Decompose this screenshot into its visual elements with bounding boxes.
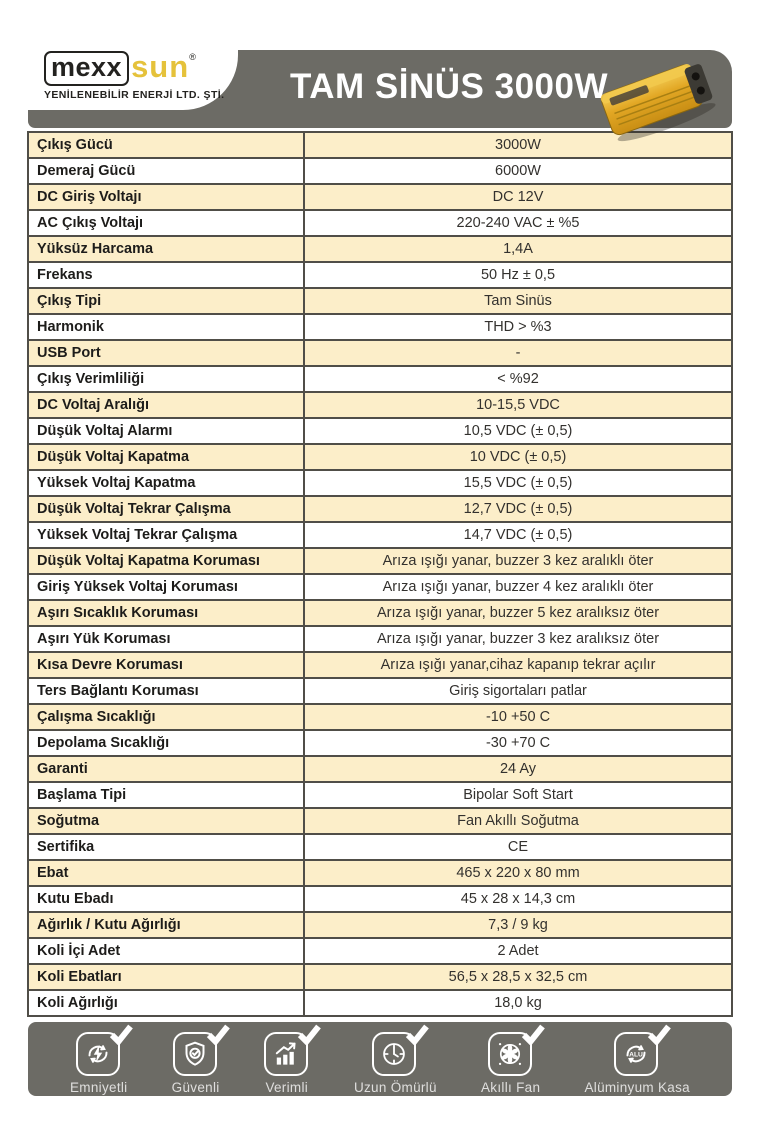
spec-value: 465 x 220 x 80 mm xyxy=(304,860,732,886)
table-row xyxy=(28,210,732,236)
spec-label: AC Çıkış Voltajı xyxy=(28,210,304,236)
spec-value: 12,7 VDC (± 0,5) xyxy=(304,496,732,522)
spec-label: Depolama Sıcaklığı xyxy=(28,730,304,756)
spec-value: 15,5 VDC (± 0,5) xyxy=(304,470,732,496)
spec-value: 1,4A xyxy=(304,236,732,262)
brand-name-mexx: mexx xyxy=(44,51,129,86)
spec-value: Arıza ışığı yanar, buzzer 4 kez aralıklı öter xyxy=(304,574,732,600)
spec-label: Düşük Voltaj Alarmı xyxy=(28,418,304,444)
feature-label: Verimli xyxy=(265,1080,309,1095)
table-row xyxy=(28,340,732,366)
table-row xyxy=(28,678,732,704)
spec-label: Demeraj Gücü xyxy=(28,158,304,184)
table-row xyxy=(28,730,732,756)
check-icon xyxy=(206,1023,230,1045)
spec-label: Başlama Tipi xyxy=(28,782,304,808)
spec-value: < %92 xyxy=(304,366,732,392)
feature-item-uzun-omurlu xyxy=(354,1032,437,1095)
table-row xyxy=(28,834,732,860)
spec-label: Koli İçi Adet xyxy=(28,938,304,964)
table-row xyxy=(28,444,732,470)
spec-label: Düşük Voltaj Kapatma xyxy=(28,444,304,470)
registered-trademark-mark: ® xyxy=(189,52,196,62)
table-row xyxy=(28,704,732,730)
table-row xyxy=(28,964,732,990)
check-icon xyxy=(109,1023,133,1045)
spec-value: - xyxy=(304,340,732,366)
spec-label: Çalışma Sıcaklığı xyxy=(28,704,304,730)
spec-value: Arıza ışığı yanar, buzzer 3 kez aralıksız öter xyxy=(304,626,732,652)
spec-value: 14,7 VDC (± 0,5) xyxy=(304,522,732,548)
feature-item-guvenli xyxy=(172,1032,220,1095)
spec-value: Tam Sinüs xyxy=(304,288,732,314)
brand-tagline: YENİLENEBİLİR ENERJİ LTD. ŞTİ. xyxy=(44,89,225,101)
spec-label: Harmonik xyxy=(28,314,304,340)
spec-label: Çıkış Verimliliği xyxy=(28,366,304,392)
svg-text:ALU: ALU xyxy=(629,1051,644,1059)
spec-label: Kutu Ebadı xyxy=(28,886,304,912)
spec-value: 6000W xyxy=(304,158,732,184)
spec-value: Fan Akıllı Soğutma xyxy=(304,808,732,834)
spec-label: Çıkış Tipi xyxy=(28,288,304,314)
table-row xyxy=(28,782,732,808)
check-icon xyxy=(297,1023,321,1045)
spec-label: Çıkış Gücü xyxy=(28,132,304,158)
spec-value: Bipolar Soft Start xyxy=(304,782,732,808)
spec-label: Ağırlık / Kutu Ağırlığı xyxy=(28,912,304,938)
check-icon xyxy=(405,1023,429,1045)
spec-label: Koli Ebatları xyxy=(28,964,304,990)
spec-label: Soğutma xyxy=(28,808,304,834)
spec-value: DC 12V xyxy=(304,184,732,210)
table-row xyxy=(28,808,732,834)
check-icon xyxy=(647,1023,671,1045)
spec-value: 10-15,5 VDC xyxy=(304,392,732,418)
spec-value: 24 Ay xyxy=(304,756,732,782)
table-row xyxy=(28,886,732,912)
table-row xyxy=(28,652,732,678)
spec-value: 220-240 VAC ± %5 xyxy=(304,210,732,236)
spec-label: Ebat xyxy=(28,860,304,886)
table-row xyxy=(28,938,732,964)
spec-table-body xyxy=(28,132,732,1016)
spec-value: -30 +70 C xyxy=(304,730,732,756)
spec-value: 10 VDC (± 0,5) xyxy=(304,444,732,470)
table-row xyxy=(28,288,732,314)
spec-value: 7,3 / 9 kg xyxy=(304,912,732,938)
table-row xyxy=(28,236,732,262)
spec-value: -10 +50 C xyxy=(304,704,732,730)
spec-label: Kısa Devre Koruması xyxy=(28,652,304,678)
table-row xyxy=(28,860,732,886)
feature-label: Uzun Ömürlü xyxy=(353,1080,437,1095)
spec-label: Yüksek Voltaj Tekrar Çalışma xyxy=(28,522,304,548)
spec-label: Frekans xyxy=(28,262,304,288)
table-row xyxy=(28,392,732,418)
inverter-product-image xyxy=(586,38,726,142)
table-row xyxy=(28,418,732,444)
spec-value: 3000W xyxy=(304,132,732,158)
feature-item-verimli xyxy=(264,1032,310,1095)
spec-value: 56,5 x 28,5 x 32,5 cm xyxy=(304,964,732,990)
table-row xyxy=(28,522,732,548)
brand-logo xyxy=(44,51,238,86)
spec-label: DC Voltaj Aralığı xyxy=(28,392,304,418)
spec-value: 10,5 VDC (± 0,5) xyxy=(304,418,732,444)
spec-label: Koli Ağırlığı xyxy=(28,990,304,1016)
table-row xyxy=(28,548,732,574)
feature-item-akilli-fan xyxy=(481,1032,540,1095)
table-row xyxy=(28,314,732,340)
spec-label: Yüksek Voltaj Kapatma xyxy=(28,470,304,496)
spec-label: Düşük Voltaj Tekrar Çalışma xyxy=(28,496,304,522)
spec-label: USB Port xyxy=(28,340,304,366)
spec-label: Ters Bağlantı Koruması xyxy=(28,678,304,704)
spec-label: Yüksüz Harcama xyxy=(28,236,304,262)
spec-value: THD > %3 xyxy=(304,314,732,340)
spec-value: CE xyxy=(304,834,732,860)
brand-logo-plate xyxy=(26,43,238,110)
spec-label: Giriş Yüksek Voltaj Koruması xyxy=(28,574,304,600)
table-row xyxy=(28,990,732,1016)
spec-value: Arıza ışığı yanar,cihaz kapanıp tekrar açılır xyxy=(304,652,732,678)
spec-value: 18,0 kg xyxy=(304,990,732,1016)
spec-value: Arıza ışığı yanar, buzzer 3 kez aralıklı öter xyxy=(304,548,732,574)
table-row xyxy=(28,470,732,496)
feature-label: Güvenli xyxy=(171,1080,220,1095)
brand-name-sun: sun xyxy=(131,49,190,84)
table-row xyxy=(28,158,732,184)
feature-bar xyxy=(28,1022,732,1096)
feature-item-aluminyum-kasa xyxy=(584,1032,690,1095)
spec-label: Düşük Voltaj Kapatma Koruması xyxy=(28,548,304,574)
table-row xyxy=(28,600,732,626)
table-row xyxy=(28,626,732,652)
table-row xyxy=(28,912,732,938)
table-row xyxy=(28,366,732,392)
spec-table xyxy=(27,131,733,1017)
table-row xyxy=(28,496,732,522)
page-title: TAM SİNÜS 3000W xyxy=(290,67,609,106)
feature-label: Alüminyum Kasa xyxy=(584,1080,690,1095)
spec-label: Aşırı Sıcaklık Koruması xyxy=(28,600,304,626)
spec-value: Arıza ışığı yanar, buzzer 5 kez aralıksız öter xyxy=(304,600,732,626)
table-row xyxy=(28,184,732,210)
feature-item-emniyetli xyxy=(70,1032,127,1095)
spec-value: 50 Hz ± 0,5 xyxy=(304,262,732,288)
table-row xyxy=(28,574,732,600)
check-icon xyxy=(521,1023,545,1045)
spec-value: 45 x 28 x 14,3 cm xyxy=(304,886,732,912)
table-row xyxy=(28,756,732,782)
table-row xyxy=(28,262,732,288)
spec-label: DC Giriş Voltajı xyxy=(28,184,304,210)
spec-label: Aşırı Yük Koruması xyxy=(28,626,304,652)
feature-label: Akıllı Fan xyxy=(480,1080,541,1095)
spec-label: Garanti xyxy=(28,756,304,782)
spec-label: Sertifika xyxy=(28,834,304,860)
feature-label: Emniyetli xyxy=(70,1080,128,1095)
spec-value: Giriş sigortaları patlar xyxy=(304,678,732,704)
spec-value: 2 Adet xyxy=(304,938,732,964)
product-header xyxy=(28,50,732,128)
